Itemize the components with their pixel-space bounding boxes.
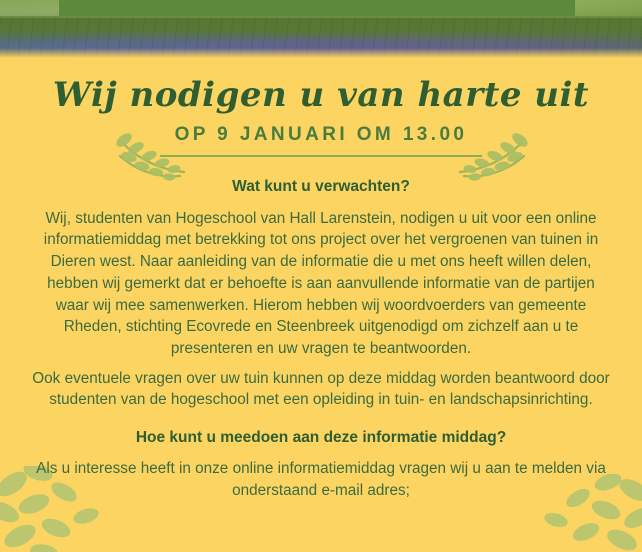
section-heading-participation: Hoe kunt u meedoen aan deze informatie middag? xyxy=(135,429,507,447)
section-paragraph-participation-1: Als u interesse heeft in onze online informatiemiddag vragen wij u aan te melden via onderstaand e-mail adres; xyxy=(36,460,606,499)
page-title: Wij nodigen u van harte uit xyxy=(52,75,590,115)
garden-photo-banner xyxy=(0,0,642,58)
event-date-time: OP 9 JANUARI OM 13.00 xyxy=(174,123,468,145)
section-paragraph-expectations-1: Wij, studenten van Hogeschool van Hall Larenstein, nodigen u uit voor een online informatiemiddag met betrekking tot ons project over het vergroenen van tuinen in Dieren west. Naar aanleiding van de informatie die u met ons heeft willen delen, hebben wij gemerkt dat er behoefte is aan aanvullende informatie van de partijen waar wij mee samenwerken. Hierom hebben wij woordvoerders van gemeente Rheden, stichting Ecovrede en Steenbreek uitgenodigd om zichzelf aan u te presenteren en uw vragen te beantwoorden. xyxy=(43,209,599,357)
invitation-content xyxy=(0,58,642,502)
divider xyxy=(0,146,642,164)
photo-fade xyxy=(0,48,642,58)
section-heading-expectations: Wat kunt u verwachten? xyxy=(232,177,410,195)
divider-line xyxy=(160,155,482,157)
section-paragraph-expectations-2: Ook eventuele vragen over uw tuin kunnen op deze middag worden beantwoord door studenten van de hogeschool met een opleiding in tuin- en landschapsinrichting. xyxy=(32,369,610,409)
